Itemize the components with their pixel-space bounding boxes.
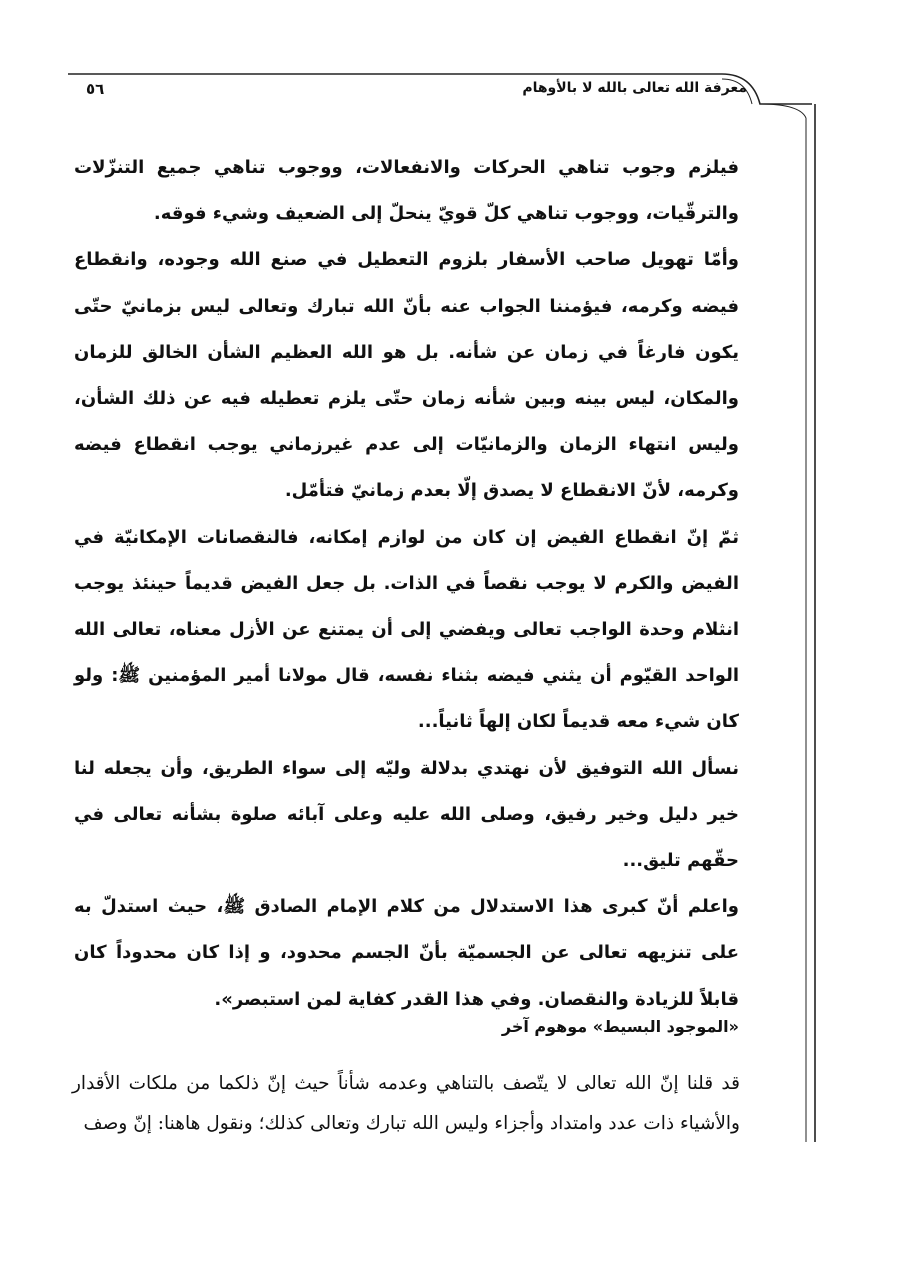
section-text <box>72 1064 740 1144</box>
section-heading: «الموجود البسيط» موهوم آخر <box>501 1017 739 1036</box>
page-number: ٥٦ <box>86 80 105 98</box>
paragraph: ثمّ إنّ انقطاع الفيض إن كان من لوازم إمكانه، فالنقصانات الإمكانيّة في الفيض والكرم لا يوجب نقصاً في الذات. بل جعل الفيض قديماً حينئذ يوجب انثلام وحدة الواجب تعالى ويفضي إلى أن يمتنع عن الأزل معناه، تعالى الله الواحد القيّوم أن يثني فيضه بثناء نفسه، قال مولانا أمير المؤمنين ﷺ: ولو كان شيء معه قديماً لكان إلهاً ثانياً... <box>74 526 739 733</box>
paragraph: وأمّا تهويل صاحب الأسفار بلزوم التعطيل في صنع الله وجوده، وانقطاع فيضه وكرمه، فيؤمننا الجواب عنه بأنّ الله تبارك وتعالى ليس بزمانيّ حتّى يكون فارغاً في زمان عن شأنه. بل هو الله العظيم الشأن الخالق للزمان والمكان، ليس بينه وبين شأنه زمان حتّى يلزم تعطيله فيه عن ذلك الشأن، وليس انتهاء الزمان والزمانيّات إلى عدم غيرزماني يوجب انقطاع فيضه وكرمه، لأنّ الانقطاع لا يصدق إلّا بعدم زمانيّ فتأمّل. <box>74 249 739 502</box>
paragraph: قد قلنا إنّ الله تعالى لا يتّصف بالتناهي وعدمه شأناً حيث إنّ ذلكما من ملكات الأقدار والأشياء ذات عدد وامتداد وأجزاء وليس الله تبارك وتعالى كذلك؛ ونقول هاهنا: إنّ وصف <box>72 1073 740 1134</box>
main-text <box>74 145 739 1023</box>
running-header-title: معرفة الله تعالى بالله لا بالأوهام <box>522 80 747 96</box>
paragraph: نسأل الله التوفيق لأن نهتدي بدلالة وليّه إلى سواء الطريق، وأن يجعله لنا خير دليل وخير رفيق، وصلى الله عليه وعلى آبائه صلوة بشأنه تعالى في حقّهم تليق... <box>74 757 739 872</box>
margin-rule-connector <box>760 104 806 118</box>
paragraph: فيلزم وجوب تناهي الحركات والانفعالات، ووجوب تناهي جميع التنزّلات والترقّيات، ووجوب تناهي كلّ قويّ ينحلّ إلى الضعيف وشيء فوقه. <box>74 157 739 225</box>
paragraph: واعلم أنّ كبرى هذا الاستدلال من كلام الإمام الصادق ﷺ، حيث استدلّ به على تنزيهه تعالى عن الجسميّة بأنّ الجسم محدود، و إذا كان محدوداً كان قابلاً للزيادة والنقصان. وفي هذا القدر كفاية لمن استبصر». <box>74 896 739 1010</box>
